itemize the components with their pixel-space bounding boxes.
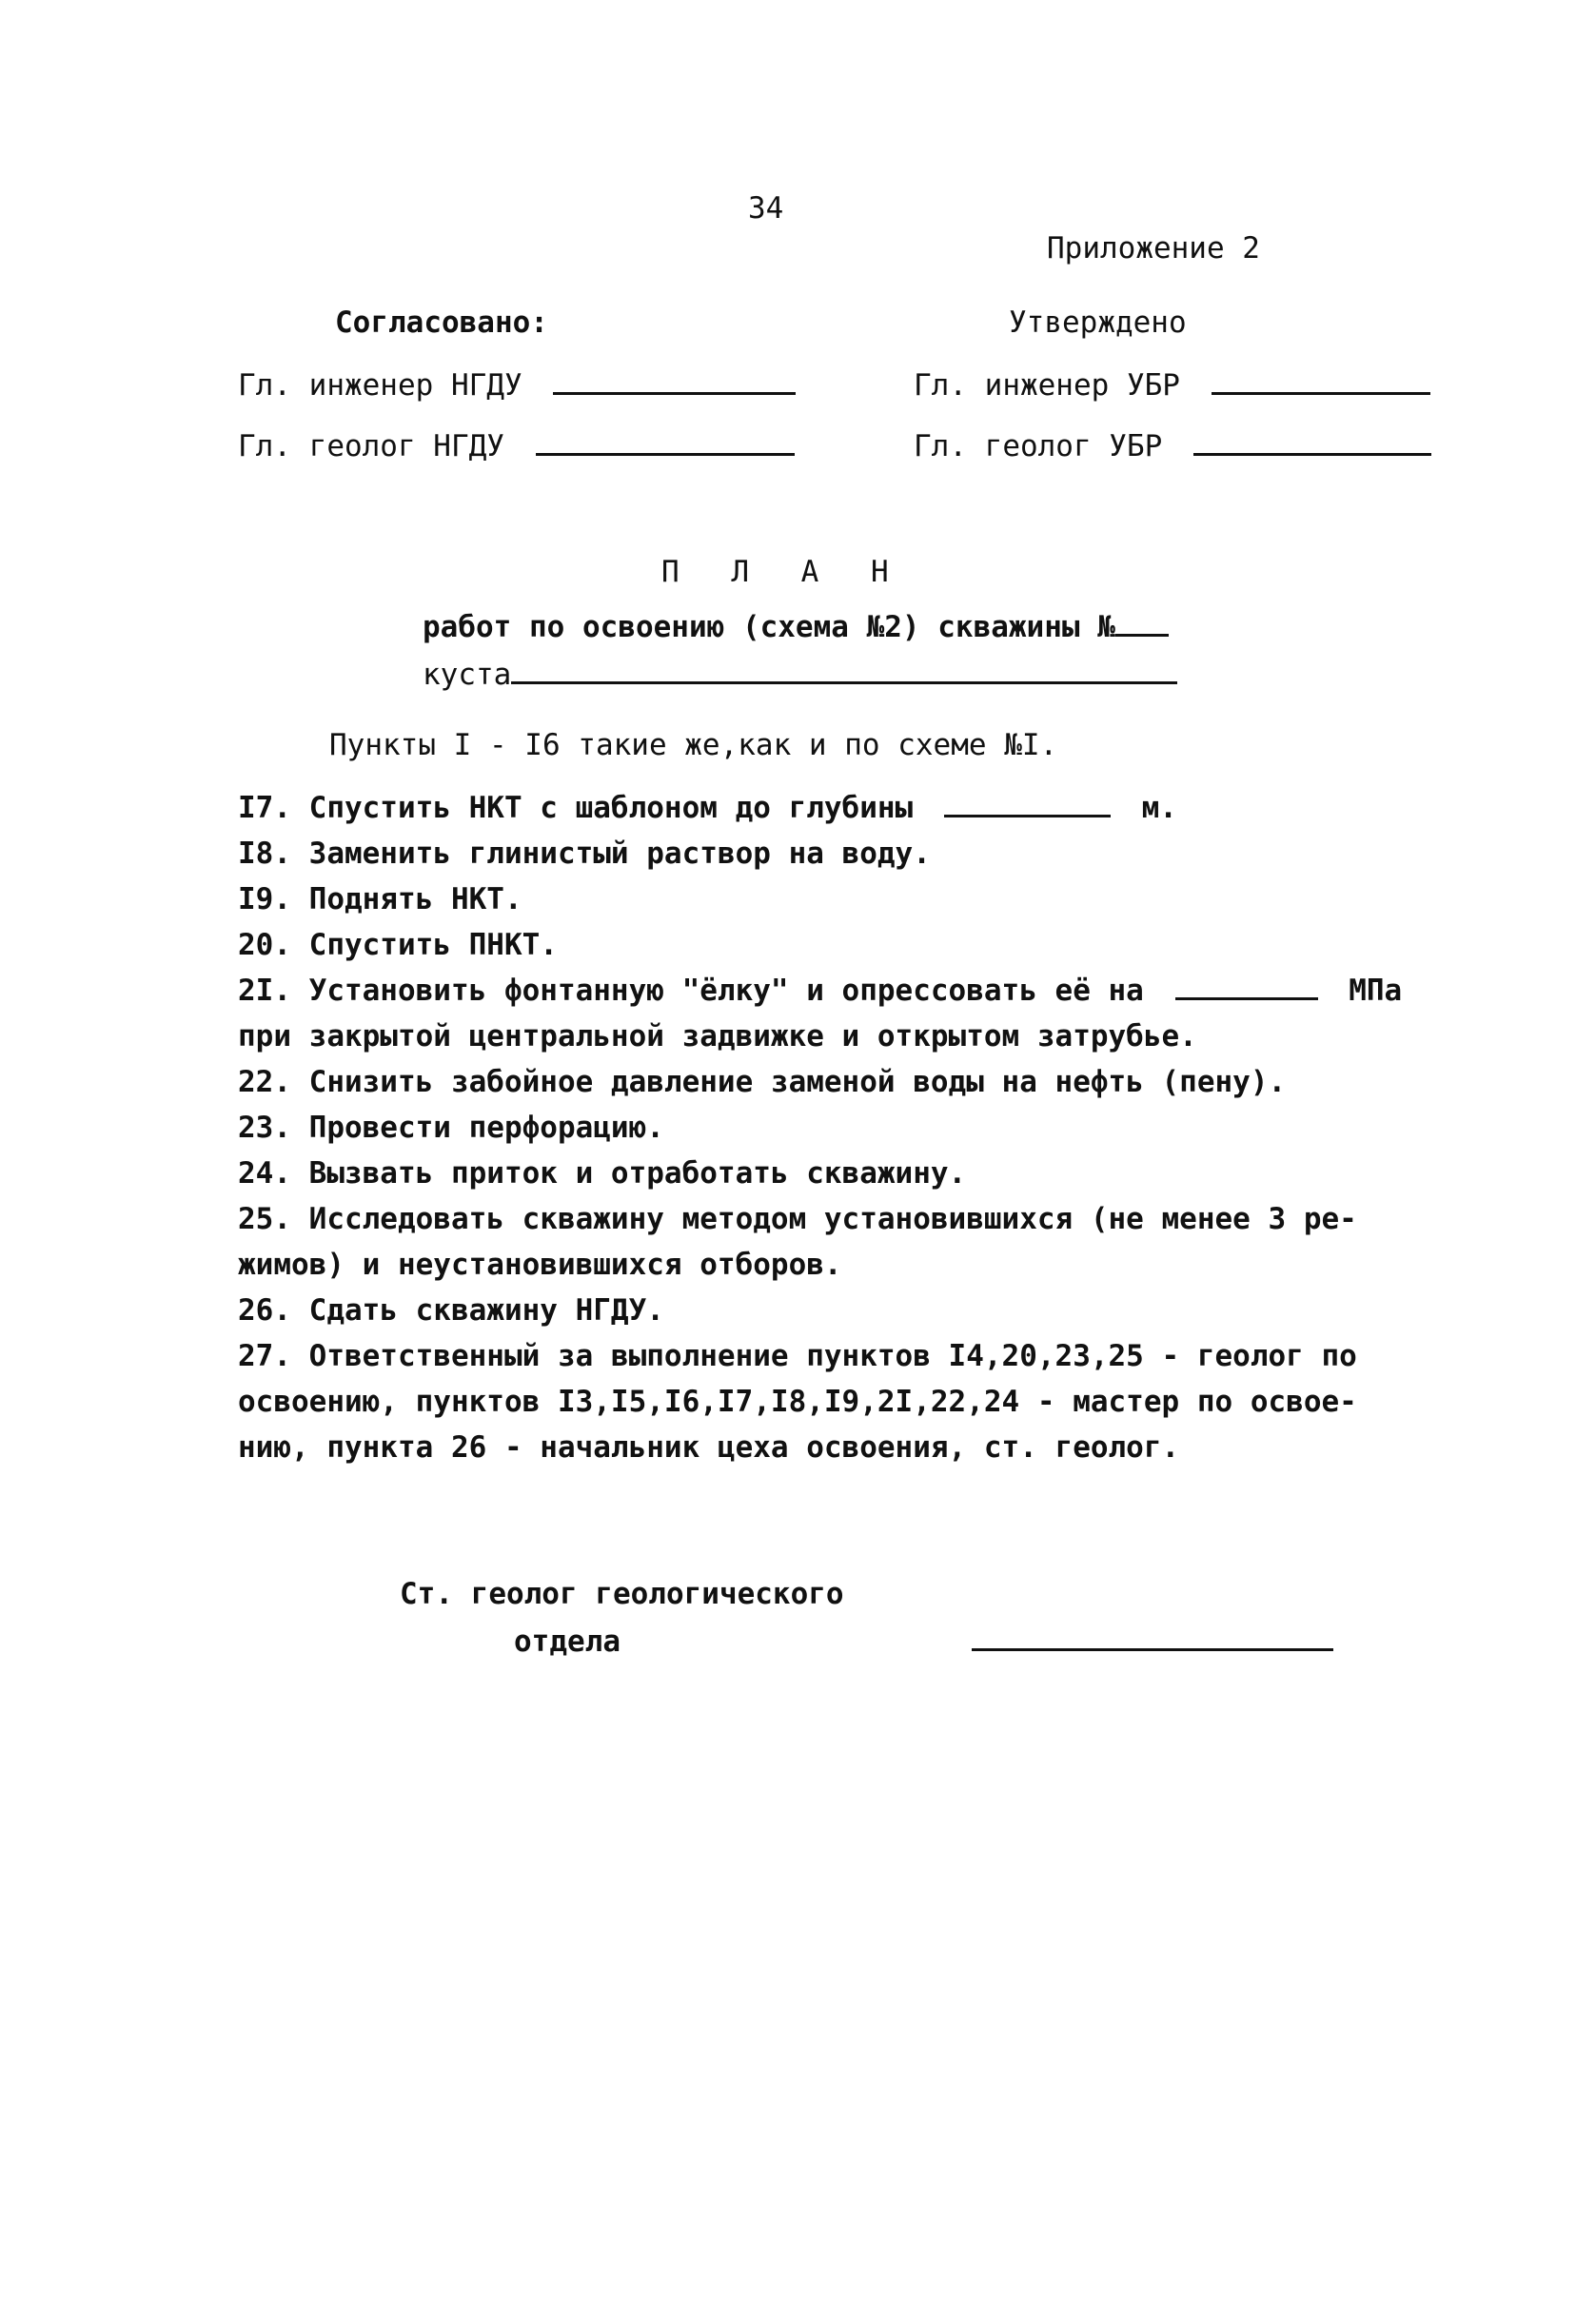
item-19: I9. Поднять НКТ.: [238, 882, 522, 916]
plan-subtitle-2: [423, 653, 1177, 698]
item-18: I8. Заменить глинистый раствор на воду.: [238, 837, 931, 871]
signature-title-2-text: отдела: [514, 1625, 621, 1659]
cluster-blank: [511, 653, 1177, 684]
item-17-text: I7. Спустить НКТ с шаблоном до глубины: [238, 791, 914, 825]
item-21-cont: при закрытой центральной задвижке и открытом затрубье.: [238, 1019, 1197, 1054]
appendix-label: Приложение 2: [1047, 231, 1260, 266]
item-25: 25. Исследовать скважину методом установившихся (не менее 3 ре-: [238, 1202, 1357, 1236]
signature-title: Ст. геолог геологического: [400, 1577, 844, 1611]
item-27-cont-1: освоению, пунктов I3,I5,I6,I7,I8,I9,2I,22,24 - мастер по освое-: [238, 1385, 1357, 1419]
item-24: 24. Вызвать приток и отработать скважину.: [238, 1156, 967, 1191]
agreed-chief-engineer: [238, 364, 796, 408]
well-number-blank: [1115, 605, 1169, 637]
plan-subtitle-2-text: куста: [423, 658, 512, 692]
signature-blank: [553, 364, 796, 395]
signature-blank: [1212, 364, 1430, 395]
approved-chief-geologist: [914, 424, 1431, 469]
approved-chief-geologist-label: Гл. геолог УБР: [914, 429, 1163, 463]
agreed-title: Согласовано:: [335, 305, 548, 340]
approved-chief-engineer: [914, 364, 1430, 408]
item-27-cont-2: нию, пункта 26 - начальник цеха освоения, ст. геолог.: [238, 1430, 1180, 1465]
agreed-chief-geologist: [238, 424, 795, 469]
depth-blank: [944, 786, 1111, 817]
signature-title-2: [514, 1620, 1333, 1664]
item-27: 27. Ответственный за выполнение пунктов I4,20,23,25 - геолог по: [238, 1339, 1357, 1373]
item-17-unit: м.: [1141, 791, 1177, 825]
plan-title: П Л А Н: [661, 555, 906, 589]
item-22: 22. Снизить забойное давление заменой воды на нефть (пену).: [238, 1065, 1287, 1099]
approved-chief-engineer-label: Гл. инженер УБР: [914, 368, 1180, 403]
item-21: [238, 969, 1402, 1014]
signature-blank: [972, 1620, 1333, 1651]
item-20: 20. Спустить ПНКТ.: [238, 928, 558, 962]
item-21-text: 2I. Установить фонтанную "ёлку" и опрессовать её на: [238, 974, 1144, 1008]
signature-blank: [1193, 424, 1431, 456]
page-number: 34: [748, 191, 784, 226]
item-26: 26. Сдать скважину НГДУ.: [238, 1293, 664, 1328]
signature-blank: [536, 424, 795, 456]
agreed-chief-geologist-label: Гл. геолог НГДУ: [238, 429, 504, 463]
item-23: 23. Провести перфорацию.: [238, 1111, 664, 1145]
item-21-unit: МПа: [1349, 974, 1403, 1008]
agreed-chief-engineer-label: Гл. инженер НГДУ: [238, 368, 522, 403]
intro-line: Пункты I - I6 такие же,как и по схеме №I.: [329, 728, 1058, 762]
item-25-cont: жимов) и неустановившихся отборов.: [238, 1248, 842, 1282]
pressure-blank: [1175, 969, 1318, 1000]
approved-title: Утверждено: [1009, 305, 1187, 340]
item-17: [238, 786, 1177, 831]
plan-subtitle-1-text: работ по освоению (схема №2) скважины №: [423, 610, 1115, 644]
plan-subtitle-1: [423, 605, 1169, 650]
